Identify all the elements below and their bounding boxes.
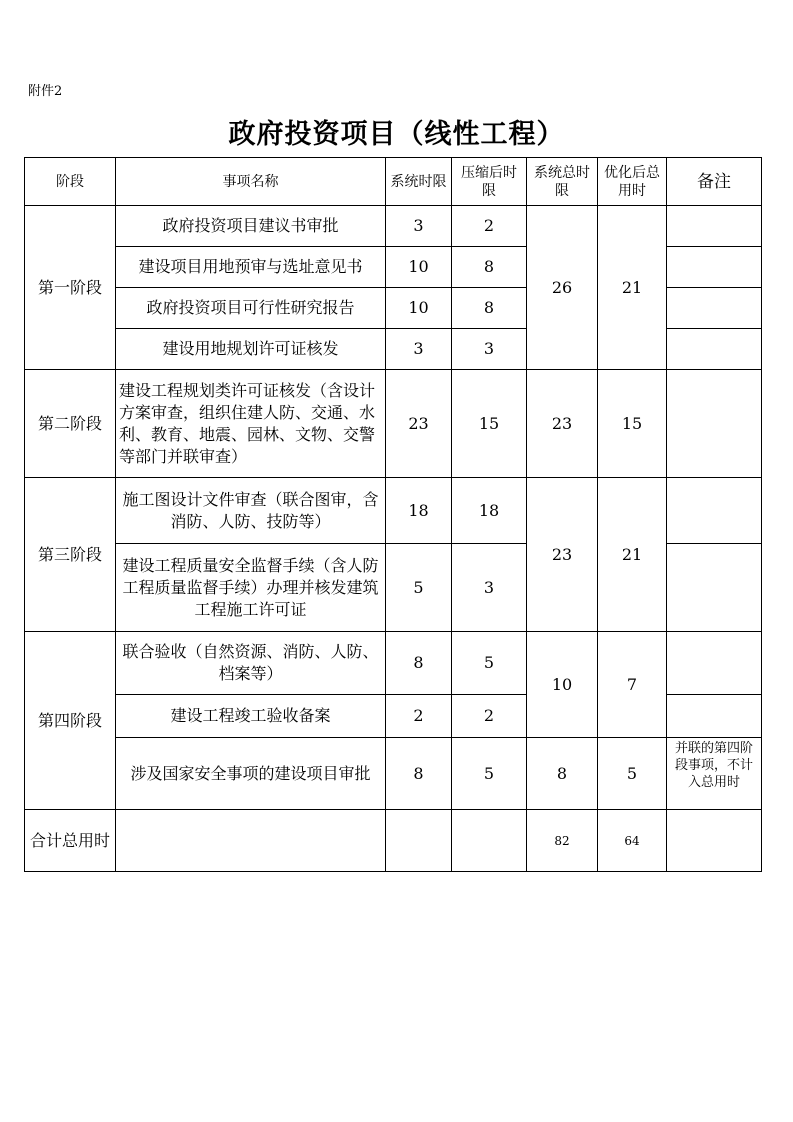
item-name: 建设工程规划类许可证核发（含设计方案审查，组织住建人防、交通、水利、教育、地震、园林、文物、交警等部门并联审查） xyxy=(116,370,386,478)
total-label: 合计总用时 xyxy=(25,810,116,872)
table-row xyxy=(25,632,762,695)
item-name: 政府投资项目建议书审批 xyxy=(116,206,386,247)
document-title: 政府投资项目（线性工程） xyxy=(228,119,565,150)
total-optimized-total: 64 xyxy=(598,810,667,872)
item-name: 联合验收（自然资源、消防、人防、档案等） xyxy=(116,632,386,695)
system-time-limit: 18 xyxy=(386,478,452,544)
header-system-time-limit: 系统时限 xyxy=(386,158,452,206)
attachment-label: 附件2 xyxy=(28,84,63,99)
compressed-time-limit: 3 xyxy=(452,329,527,370)
system-time-limit: 10 xyxy=(386,247,452,288)
header-stage: 阶段 xyxy=(25,158,116,206)
compressed-time-limit: 8 xyxy=(452,288,527,329)
item-name: 建设工程竣工验收备案 xyxy=(116,695,386,738)
remark-cell xyxy=(667,288,762,329)
remark-cell xyxy=(667,544,762,632)
stage-name: 第二阶段 xyxy=(25,370,116,478)
item-optimized-total: 5 xyxy=(598,738,667,810)
header-remark: 备注 xyxy=(667,158,762,206)
total-compressed-time-cell xyxy=(452,810,527,872)
header-compressed-time-limit: 压缩后时限 xyxy=(452,158,527,206)
item-name: 施工图设计文件审查（联合图审，含消防、人防、技防等） xyxy=(116,478,386,544)
stage-name: 第四阶段 xyxy=(25,632,116,810)
stage-optimized-total: 15 xyxy=(598,370,667,478)
header-system-total-time: 系统总时限 xyxy=(527,158,598,206)
stage-system-total: 23 xyxy=(527,478,598,632)
system-time-limit: 23 xyxy=(386,370,452,478)
remark-cell xyxy=(667,695,762,738)
stage-name: 第一阶段 xyxy=(25,206,116,370)
remark-cell xyxy=(667,206,762,247)
remark-cell xyxy=(667,247,762,288)
remark-cell xyxy=(667,370,762,478)
table-row xyxy=(25,370,762,478)
remark-cell xyxy=(667,632,762,695)
stage-name: 第三阶段 xyxy=(25,478,116,632)
total-remark-cell xyxy=(667,810,762,872)
remark-cell xyxy=(667,329,762,370)
system-time-limit: 8 xyxy=(386,632,452,695)
compressed-time-limit: 3 xyxy=(452,544,527,632)
compressed-time-limit: 15 xyxy=(452,370,527,478)
approval-time-table xyxy=(24,157,762,872)
system-time-limit: 3 xyxy=(386,329,452,370)
compressed-time-limit: 8 xyxy=(452,247,527,288)
item-name: 涉及国家安全事项的建设项目审批 xyxy=(116,738,386,810)
table-row xyxy=(25,206,762,247)
item-system-total: 8 xyxy=(527,738,598,810)
total-system-total: 82 xyxy=(527,810,598,872)
compressed-time-limit: 2 xyxy=(452,206,527,247)
table-row xyxy=(25,478,762,544)
header-row xyxy=(25,158,762,206)
remark-cell xyxy=(667,738,762,810)
item-name: 建设用地规划许可证核发 xyxy=(116,329,386,370)
item-name: 建设工程质量安全监督手续（含人防工程质量监督手续）办理并核发建筑工程施工许可证 xyxy=(116,544,386,632)
system-time-limit: 8 xyxy=(386,738,452,810)
stage-optimized-total: 21 xyxy=(598,478,667,632)
system-time-limit: 10 xyxy=(386,288,452,329)
compressed-time-limit: 5 xyxy=(452,632,527,695)
item-name: 建设项目用地预审与选址意见书 xyxy=(116,247,386,288)
item-name: 政府投资项目可行性研究报告 xyxy=(116,288,386,329)
header-optimized-total-time: 优化后总用时 xyxy=(598,158,667,206)
stage-system-total: 23 xyxy=(527,370,598,478)
total-item-cell xyxy=(116,810,386,872)
compressed-time-limit: 5 xyxy=(452,738,527,810)
total-row xyxy=(25,810,762,872)
compressed-time-limit: 2 xyxy=(452,695,527,738)
system-time-limit: 2 xyxy=(386,695,452,738)
stage-optimized-total: 21 xyxy=(598,206,667,370)
system-time-limit: 5 xyxy=(386,544,452,632)
total-system-time-cell xyxy=(386,810,452,872)
stage-system-total: 26 xyxy=(527,206,598,370)
stage-system-total: 10 xyxy=(527,632,598,738)
header-item-name: 事项名称 xyxy=(116,158,386,206)
remark-text: 并联的第四阶段事项，不计入总用时 xyxy=(674,741,753,790)
compressed-time-limit: 18 xyxy=(452,478,527,544)
remark-cell xyxy=(667,478,762,544)
table-row xyxy=(25,738,762,810)
stage-optimized-total: 7 xyxy=(598,632,667,738)
system-time-limit: 3 xyxy=(386,206,452,247)
